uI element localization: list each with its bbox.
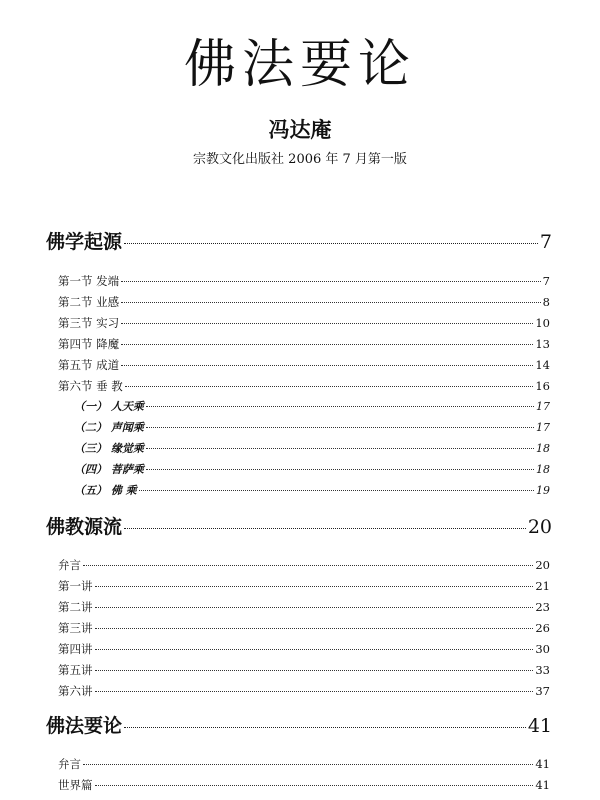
toc-section[interactable] — [58, 335, 550, 353]
toc-subsection[interactable] — [74, 440, 550, 458]
dot-leader — [124, 243, 538, 244]
toc-page-number: 30 — [535, 642, 550, 656]
toc-page-number: 20 — [527, 516, 552, 538]
toc-section[interactable] — [58, 577, 550, 595]
dot-leader — [95, 691, 534, 692]
toc-subsection-label: （五） 佛 乘 — [74, 484, 137, 497]
toc-section-label: 弁言 — [58, 757, 81, 771]
toc-page-number: 33 — [535, 663, 550, 677]
dot-leader — [95, 607, 534, 608]
toc-page-number: 41 — [535, 778, 550, 792]
toc-section[interactable] — [58, 377, 550, 395]
toc-chapter-label: 佛教源流 — [46, 516, 123, 538]
toc-page-number: 17 — [536, 421, 550, 434]
toc-section[interactable] — [58, 293, 550, 311]
toc-section[interactable] — [58, 556, 550, 574]
toc-subsection-label: （四） 菩萨乘 — [74, 463, 144, 476]
toc-subsection[interactable] — [74, 398, 550, 416]
dot-leader — [146, 427, 534, 428]
toc-section[interactable] — [58, 755, 550, 773]
dot-leader — [83, 565, 533, 566]
dot-leader — [146, 469, 534, 470]
dot-leader — [121, 281, 541, 282]
toc-chapter-1[interactable] — [46, 229, 552, 255]
toc-page-number: 41 — [535, 757, 550, 771]
toc-page-number: 41 — [527, 715, 552, 737]
toc-page-number: 23 — [535, 600, 550, 614]
toc-section[interactable] — [58, 661, 550, 679]
toc-section-label: 第六讲 — [58, 684, 93, 698]
toc-page-number: 13 — [535, 337, 550, 351]
toc-page-number: 14 — [535, 358, 550, 372]
toc-page-number: 8 — [542, 295, 550, 309]
dot-leader — [95, 785, 534, 786]
toc-page-number: 10 — [535, 316, 550, 330]
toc-chapter-2[interactable] — [46, 514, 552, 540]
toc-chapter-3[interactable] — [46, 713, 552, 739]
toc-section[interactable] — [58, 598, 550, 616]
dot-leader — [121, 302, 541, 303]
toc-section-label: 第二讲 — [58, 600, 93, 614]
toc-section-label: 第五节 成道 — [58, 358, 120, 372]
toc-section-label: 第四讲 — [58, 642, 93, 656]
dot-leader — [124, 727, 526, 728]
toc-section[interactable] — [58, 682, 550, 700]
toc-page-number: 17 — [536, 400, 550, 413]
dot-leader — [125, 386, 534, 387]
toc-page-number: 19 — [536, 484, 550, 497]
dot-leader — [95, 628, 534, 629]
toc-page-number: 7 — [542, 274, 550, 288]
toc-subsection[interactable] — [74, 419, 550, 437]
toc-subsection-label: （一） 人天乘 — [74, 400, 144, 413]
toc-chapter-label: 佛法要论 — [46, 715, 123, 737]
dot-leader — [121, 365, 533, 366]
toc-page-number: 7 — [539, 231, 552, 253]
dot-leader — [146, 448, 534, 449]
toc-page-number: 20 — [535, 558, 550, 572]
dot-leader — [121, 344, 533, 345]
toc-subsection[interactable] — [74, 461, 550, 479]
toc-section-label: 第一节 发端 — [58, 274, 120, 288]
dot-leader — [95, 586, 534, 587]
toc-page-number: 18 — [536, 463, 550, 476]
toc-section-label: 第六节 垂 教 — [58, 379, 123, 393]
publisher-info: 宗教文化出版社 2006 年 7 月第一版 — [193, 152, 407, 167]
toc-section-label: 第三讲 — [58, 621, 93, 635]
dot-leader — [83, 764, 533, 765]
toc-section[interactable] — [58, 776, 550, 794]
toc-section[interactable] — [58, 640, 550, 658]
dot-leader — [95, 670, 534, 671]
toc-section-label: 第二节 业感 — [58, 295, 120, 309]
dot-leader — [146, 406, 534, 407]
toc-page-number: 21 — [535, 579, 550, 593]
book-title: 佛法要论 — [183, 35, 416, 95]
toc-chapter-label: 佛学起源 — [46, 231, 123, 253]
toc-section[interactable] — [58, 619, 550, 637]
toc-page-number: 26 — [535, 621, 550, 635]
dot-leader — [139, 490, 534, 491]
toc-subsection-label: （二） 声闻乘 — [74, 421, 144, 434]
toc-section-label: 第五讲 — [58, 663, 93, 677]
toc-page-number: 37 — [535, 684, 550, 698]
toc-page-number: 18 — [536, 442, 550, 455]
dot-leader — [95, 649, 534, 650]
book-author: 冯达庵 — [268, 118, 332, 142]
toc-section[interactable] — [58, 356, 550, 374]
toc-section-label: 第三节 实习 — [58, 316, 120, 330]
toc-section-label: 第一讲 — [58, 579, 93, 593]
toc-section[interactable] — [58, 314, 550, 332]
toc-page-number: 16 — [535, 379, 550, 393]
toc-section-label: 弁言 — [58, 558, 81, 572]
toc-section-label: 世界篇 — [58, 778, 93, 792]
dot-leader — [121, 323, 533, 324]
toc-section-label: 第四节 降魔 — [58, 337, 120, 351]
toc-subsection-label: （三） 缘觉乘 — [74, 442, 144, 455]
dot-leader — [124, 528, 526, 529]
toc-section[interactable] — [58, 272, 550, 290]
toc-subsection[interactable] — [74, 482, 550, 500]
